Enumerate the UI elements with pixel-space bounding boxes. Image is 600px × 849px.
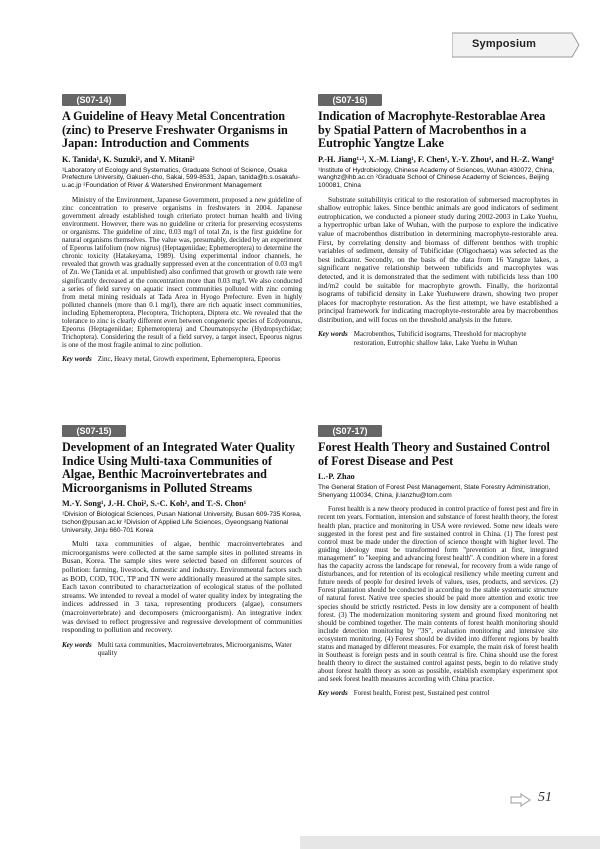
article-title: A Guideline of Heavy Metal Concentration (zinc) to Preserve Freshwater Organisms in Japan: Introduction and Comments xyxy=(62,109,288,151)
article-abstract: Forest health is a new theory produced in control practice of forest pest and fire in recent ten years. Formation, intension and substance of forest health theory, the forest health plan, practice and monitoring in USA were reviewed. Some new ideals were suggested in the forest pest and fire sustained control in China. (1) The forest pest control must be made under the direction of science thought with higher level. The guiding ideology must be transformed form "prevention at first, integrated management" to "keeping and advancing forest health". A condition where in a forest has the capacity across the landscape for renewal, for recovery from a wide range of disturbances, and for retention of its ecological resiliency while meeting current and future needs of people for desired levels of values, uses, products, and services. (2) Forest plantation should be conducted in according to the stable systematic structure of natural forest. Native tree species should be paid more attention and exotic tree species should be strictly restricted. Pests in low density are a component of health forest. (3) The modernization monitoring system and ground fixed monitoring net should be combined together. The main contents of forest health monitoring should include detection monitoring by "3S", evaluation monitoring and intensive site ecosystem monitoring. (4) Forest should be divided into different regions by health status and managed by different measures. For example, the main risk of forest health in Southeast is foreign pests and in south central is fire. China should use the forest health theory to direct the sustained control against pests, begin to do relative study about forest health theory as soon as possible, establish exemplary experiment spot and seek forest health measures according with China practice. xyxy=(318,505,558,684)
article-affiliations: The General Station of Forest Pest Management, State Forestry Administration, Shenyang 110034, China, jl.lanzhu@tom.com xyxy=(318,484,551,499)
article-affiliations: ¹Institute of Hydrobiology, Chinese Academy of Sciences, Wuhan 430072, China, wanghz@ihb.ac.cn ²Graduate School of Chinese Academy of Sciences, Beijing 100081, China xyxy=(318,166,555,189)
article-keywords xyxy=(318,689,558,697)
article-title: Forest Health Theory and Sustained Control of Forest Disease and Pest xyxy=(318,440,550,468)
article-id-badge: (S07-14) xyxy=(62,94,126,106)
article-keywords xyxy=(318,330,558,346)
keywords-text: Forest health, Forest pest, Sustained pest control xyxy=(353,689,490,698)
article-s07-16 xyxy=(318,90,558,347)
keywords-text: Multi taxa communities, Macroinvertebrates, Microorganisms, Water quality xyxy=(97,640,292,657)
article-s07-17 xyxy=(318,421,558,698)
article-id-badge: (S07-15) xyxy=(62,425,126,437)
arrow-right-icon xyxy=(510,793,532,807)
article-abstract: Substrate suitabilityis critical to the restoration of submersed macrophytes in shallow eutrophic lakes. Since benthic animals are good indicators of sediment eutrophication, we conducted a pioneer study during 2002-2003 in Lake Yuehu, a hypertrophic urban lake of Wuhan, with the purpose to explore the indicative value of macrobenthos distribution in determining macrophyte-restorable area. First, by correlating density and biomass of different benthos with trophic variables of sediment, density of Tubificidae (Oligochaeta) was selected as the best indicator. Secondly, on the basis of the data from 16 Yangtze lakes, a significant negative relationship between tubificids and macrophytes was detected, and it is demonstrated that the sediment with tubificids less than 100 ind/m2 could be suitable for macrophyte growth. Finally, the horizontal isograms of tubificid density in Lake Yuehuwere drawn, showing two proper places for macrophyte restoration. As the first attempt, we have established a principal framework for indicating macrophyte-restorable area by macrobenthos distribution, and will focus on the threshold analysis in the future. xyxy=(318,194,558,324)
article-id-badge: (S07-17) xyxy=(318,425,382,437)
section-tab xyxy=(452,32,580,58)
article-s07-14 xyxy=(62,90,302,364)
keywords-label: Key words xyxy=(62,640,92,649)
article-s07-15 xyxy=(62,421,302,657)
article-id-badge: (S07-16) xyxy=(318,94,382,106)
keywords-label: Key words xyxy=(62,355,92,364)
article-keywords xyxy=(62,641,302,657)
article-authors: L.-P. Zhao xyxy=(318,472,355,482)
article-title: Development of an Integrated Water Quality Indice Using Multi-taxa Communities of Algae, Benthic Macroinvertebrates and Microorganisms in Polluted Streams xyxy=(62,440,295,495)
article-title: Indication of Macrophyte-Restorablae Area by Spatial Pattern of Macrobenthos in a Eutrophic Yangtze Lake xyxy=(318,109,546,151)
article-abstract: Multi taxa communities of algae, benthic macroinvertebrates and microorganisms were collected at the same sample sites in polluted streams in Busan, Korea. The sample sites were selected based on different sources of pollution: farming, livestock, domestic and industry. Environmental factors such as BOD, COD, TOC, TP and TN were additionally measured at the sample sites. Each taxon contributed to characterization of ecological status of the polluted streams. We intended to reveal a model of water quality index by integrating the indices addressed in 3 taxa, representing producers (algae), consumers (macroinvertebrate) and decomposers (microorganism). An integrative index was devised to reflect progressive and regressive development of communities responding to pollution and recovery. xyxy=(62,539,302,635)
page-number: 51 xyxy=(538,790,552,805)
article-authors: M.-Y. Song¹, J.-H. Choi², S.-C. Koh², and T.-S. Chon¹ xyxy=(62,499,247,509)
article-affiliations: ¹Division of Biological Sciences, Pusan National University, Busan 609-735 Korea, tschon@pusan.ac.kr ²Division of Applied Life Sciences, Gyeongsang National University, Jinju 660-701 Korea xyxy=(62,511,302,534)
article-authors: K. Tanida¹, K. Suzuki¹, and Y. Mitani² xyxy=(62,154,195,164)
keywords-label: Key words xyxy=(318,330,348,339)
article-keywords xyxy=(62,355,302,363)
footer-bar xyxy=(300,836,600,849)
keywords-text: Macrobenthos, Tubificid isograms, Threshold for macrophyte restoration, Eutrophic shallow lake, Lake Yuehu in Wuhan xyxy=(353,330,527,347)
article-abstract: Ministry of the Environment, Japanese Government, proposed a new guideline of zinc concentration to preserve organisms in freshwaters in 2004. Japanese government already established tough criteriato protect human health and living environment. However, there was no guideline or criteria for preserving ecosystems or organisms. The guideline of zinc, 0.03 mg/l of total Zn, is the first guideline for natural organisms themselves. The value was, presumably, decided by an experiment of Epeorus latifolium (now nigrus) (Heptageniidae; Ephemeroptera) to determine the chronic toxicity (Hatakeyama, 1989). Using experimental indoor channels, he revealed that growth was gradually suppressed even at the concentration of 0.03 mg/l of Zn. We (Tanida et al. unpublished) also confirmed that growth or growth rate were significantly decreased at the concentration more than 0.03 mg/l. We also conducted a series of field survey on aquatic insect communities polluted with zinc coming from metal mining residuals at Tada Area in Hyogo Prefecture. Even in highly polluted channels (more than 0.1 mg/l), there are rich aquatic insect communities, including Ephemeroptera, Plecoptera, Trichoptera, Diptera etc. We revealed that the tolerance to zinc is clearly different even between congeneric species of Ecdyonurus, Epeorus (Heptageniidae; Ephemeroptera) and Cheumatopsyche (Hydropsychidae; Trichoptera). Considering the result of a field survey, a target insect, Epeorus nigrus is one of the most fragile animal to zinc pollution. xyxy=(62,195,302,350)
article-affiliations: ¹Laboratory of Ecology and Systematics, Graduate School of Science, Osaka Prefecture University, Gakuen-cho, Sakai, 599-8531, Japan, tanida@b.s.osakafu-u.ac.jp ²Foundation of River & Watershed Environment Management xyxy=(62,166,300,189)
keywords-label: Key words xyxy=(318,689,348,698)
section-tab-label: Symposium xyxy=(472,38,537,50)
article-authors: P.-H. Jiang¹·², X.-M. Liang¹, F. Chen¹, Y.-Y. Zhou¹, and H.-Z. Wang¹ xyxy=(318,154,555,164)
keywords-text: Zinc, Heavy metal, Growth experiment, Ephemeroptera, Epeorus xyxy=(97,355,281,364)
